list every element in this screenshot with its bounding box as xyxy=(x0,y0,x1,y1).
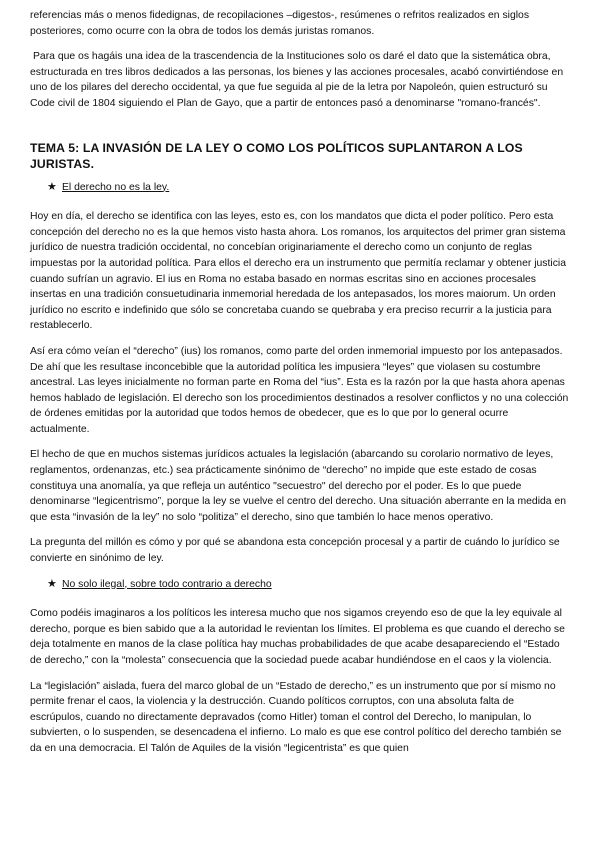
section-1-bullet xyxy=(47,180,570,196)
intro-paragraph-1: referencias más o menos fidedignas, de recopilaciones –digestos-, resúmenes o refritos realizados en siglos posteriores, como ocurre con la obra de todos los demás juristas romanos. xyxy=(30,10,530,37)
chapter-heading: TEMA 5: LA INVASIÓN DE LA LEY O COMO LOS POLÍTICOS SUPLANTARON A LOS JURISTAS. xyxy=(30,140,523,171)
section-2-bullet xyxy=(47,577,570,593)
section-2-title: No solo ilegal, sobre todo contrario a derecho xyxy=(62,578,272,590)
section-1-paragraph-3: El hecho de que en muchos sistemas jurídicos actuales la legislación (abarcando su corolario normativo de leyes, reglamentos, ordenanzas, etc.) sea prácticamente sinónimo de “derecho” no impide que este estado de cosas constituya una anomalía, ya que refleja un auténtico "secuestro" del derecho por el poder. Es lo que puede denominarse “legicentrismo”, porque la ley se vuelve el centro del derecho. Una situación aberrante en la medida en que esta “invasión de la ley” no solo “politiza” el derecho, sino que también lo hace menos operativo. xyxy=(30,449,567,523)
star-icon: ★ xyxy=(47,577,57,590)
section-1-paragraph-1: Hoy en día, el derecho se identifica con las leyes, esto es, con los mandatos que dicta el poder político. Pero esta concepción del derecho no es la que hemos visto hasta ahora. Los romanos, los arquitectos del primer gran sistema jurídico de nuestra tradición occidental, no concebían originariamente el derecho como un conjunto de reglas impuestas por la autoridad política. Para ellos el derecho era un instrumento que permitía reclamar y obtener justicia cuando sufrían un agravio. El ius en Roma no estaba basado en normas escritas sino en acciones procesales insertas en una tradición consuetudinaria inmemorial heredada de los antepasados, los mores maiorum. Un orden jurídico no escrito e indefinido que sólo se concretaba cuando se quebraba y era preciso recurrir a la justicia para restablecerlo. xyxy=(30,211,566,332)
section-2-paragraph-2: La “legislación” aislada, fuera del marco global de un “Estado de derecho,” es un instrumento que por sí mismo no permite frenar el caos, la violencia y la destrucción. Cuando políticos corruptos, con una absoluta falta de escrúpulos, cuando no directamente depravados (como Hitler) toman el control del Derecho, lo manipulan, lo subvierten, o lo suspenden, se desencadena el infierno. Lo malo es que ese control político del derecho también se da en una democracia. El Talón de Aquiles de la visión “legicentrista” es que quien xyxy=(30,680,562,754)
intro-paragraph-2: Para que os hagáis una idea de la trascendencia de la Instituciones solo os daré el dato que la sistemática obra, estructurada en tres libros dedicados a las personas, los bienes y las acciones procesales, acabó convirtiéndose en uno de los pilares del derecho occidental, ya que fue seguida al pie de la letra por Napoleón, quien estructuró su Code civil de 1804 siguiendo el Plan de Gayo, que a partir de entonces pasó a denominarse "romano-francés". xyxy=(30,51,564,109)
section-1-title: El derecho no es la ley. xyxy=(62,181,170,193)
section-1-paragraph-4: La pregunta del millón es cómo y por qué se abandona esta concepción procesal y a partir de cuándo lo jurídico se convierte en sinónimo de ley. xyxy=(30,537,560,565)
section-1-paragraph-2: Así era cómo veían el “derecho” (ius) los romanos, como parte del orden inmemorial impuesto por los antepasados. De ahí que les resultase inconcebible que la autoridad política les impusiera “leyes” que violasen su costumbre ancestral. Las leyes inicialmente no forman parte en Roma del “ius”. Esta es la razón por la que hasta ahora apenas hemos hablado de legislación. El derecho son los procedimientos destinados a resolver conflictos y no una colección de órdenes emitidas por la autoridad que todos hemos de obedecer, que es lo que por lo general ocurre actualmente. xyxy=(30,345,569,435)
section-2-paragraph-1: Como podéis imaginaros a los políticos les interesa mucho que nos sigamos creyendo eso de que la ley equivale al derecho, porque es bien sabido que a la autoridad le revientan los límites. El problema es que cuando el derecho se deja totalmente en manos de la clase política hay muchas probabilidades de que acabe desapareciendo el “Estado de derecho,” con la “molesta” consecuencia que la sociedad puede acabar hundiéndose en el caos y la violencia. xyxy=(30,608,565,666)
star-icon: ★ xyxy=(47,180,57,193)
